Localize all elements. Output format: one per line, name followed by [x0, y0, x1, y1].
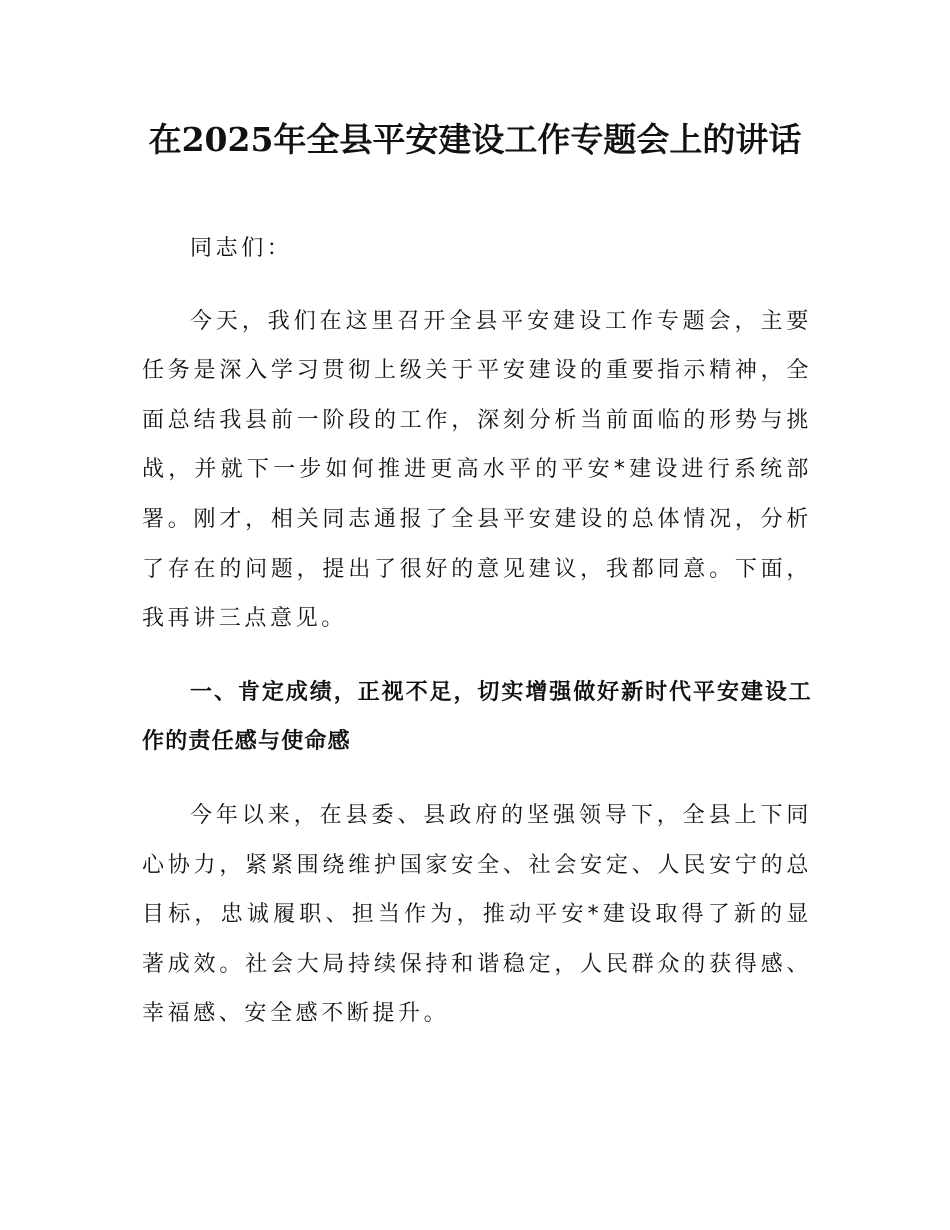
section-paragraph: 今年以来，在县委、县政府的坚强领导下，全县上下同心协力，紧紧围绕维护国家安全、社会安定、人民安宁的总目标，忠诚履职、担当作为，推动平安*建设取得了新的显著成效。社会大局持续保持和谐稳定，人民群众的获得感、幸福感、安全感不断提升。	[142, 802, 812, 1027]
document-body	[142, 224, 812, 1039]
document-title: 在2025年全县平安建设工作专题会上的讲话	[148, 120, 802, 159]
opening-paragraph: 今天，我们在这里召开全县平安建设工作专题会，主要任务是深入学习贯彻上级关于平安建设的重要指示精神，全面总结我县前一阶段的工作，深刻分析当前面临的形势与挑战，并就下一步如何推进更高水平的平安*建设进行系统部署。刚才，相关同志通报了全县平安建设的总体情况，分析了存在的问题，提出了很好的意见建议，我都同意。下面，我再讲三点意见。	[142, 308, 812, 632]
greeting: 同志们：	[190, 236, 293, 261]
section-heading: 一、肯定成绩，正视不足，切实增强做好新时代平安建设工作的责任感与使命感	[142, 679, 812, 755]
